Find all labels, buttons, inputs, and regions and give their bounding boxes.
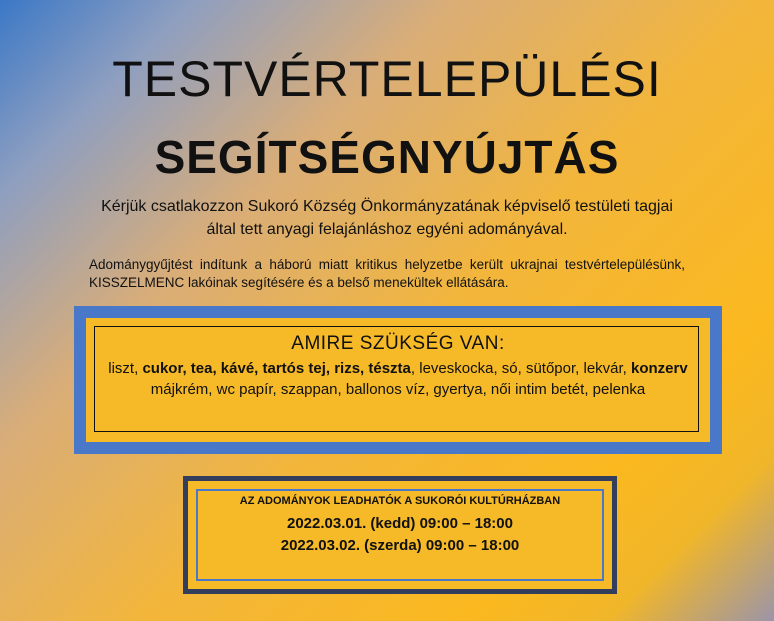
- purpose-text: Adománygyűjtést indítunk a háború miatt kritikus helyzetbe került ukrajnai testvértelepülésünk, KISSZELMENC lakóinak segítésére és a belső menekültek ellátására.: [89, 257, 685, 290]
- title-line-1: TESTVÉRTELEPÜLÉSI: [112, 51, 662, 107]
- needs-item-bold: konzerv: [631, 360, 688, 377]
- dropoff-heading: AZ ADOMÁNYOK LEADHATÓK A SUKORÓI KULTÚRHÁZBAN: [239, 495, 561, 507]
- needs-heading: AMIRE SZÜKSÉG VAN:: [291, 333, 505, 354]
- intro-text: [80, 195, 694, 241]
- dropoff-date-2: 2022.03.02. (szerda) 09:00 – 18:00: [280, 537, 520, 554]
- needs-item-text: liszt,: [108, 360, 143, 377]
- dropoff-date-1: 2022.03.01. (kedd) 09:00 – 18:00: [287, 515, 513, 532]
- intro-line-2: által tett anyagi felajánláshoz egyéni adományával.: [206, 221, 568, 238]
- needs-item-bold: cukor, tea, kávé, tartós tej, rizs, tészta: [142, 360, 411, 377]
- needs-box: [74, 306, 722, 454]
- title-line-2: SEGÍTSÉGNYÚJTÁS: [154, 131, 620, 183]
- needs-list: [92, 358, 704, 400]
- intro-line-1: Kérjük csatlakozzon Sukoró Község Önkormányzatának képviselő testületi tagjai: [101, 198, 673, 215]
- dropoff-box: [183, 476, 617, 594]
- needs-item-text: , leveskocka, só, sütőpor, lekvár,: [410, 360, 632, 377]
- needs-item-text: májkrém, wc papír, szappan, ballonos víz, gyertya, női intim betét, pelenka: [150, 381, 646, 398]
